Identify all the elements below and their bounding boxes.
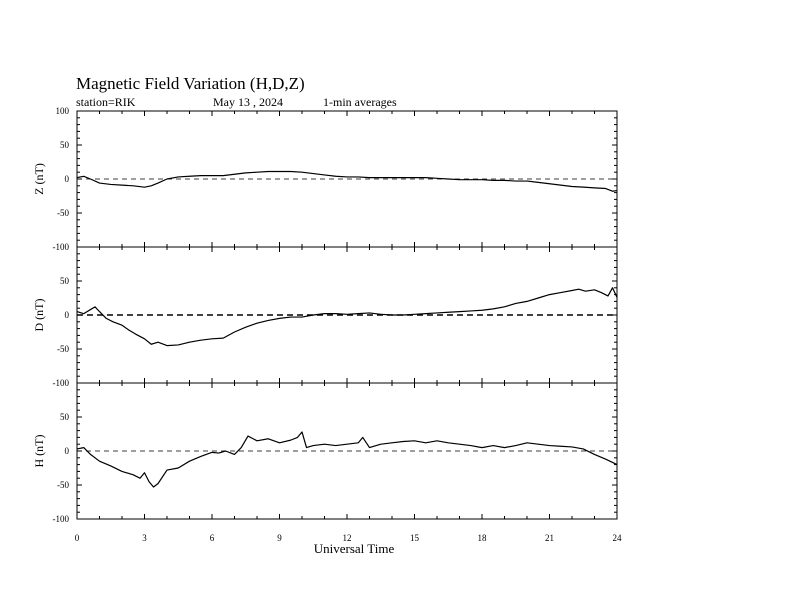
panel-h xyxy=(32,383,617,524)
series-line-z xyxy=(77,172,617,192)
x-tick-label: 6 xyxy=(209,533,215,543)
x-axis-title: Universal Time xyxy=(313,541,395,556)
y-tick-label: 50 xyxy=(60,276,69,286)
chart-panels xyxy=(32,106,617,524)
y-tick-label: -50 xyxy=(57,344,69,354)
y-tick-label: 0 xyxy=(64,174,69,184)
y-tick-label: 100 xyxy=(55,106,69,116)
y-axis-title: Z (nT) xyxy=(32,163,46,195)
x-tick-label: 3 xyxy=(142,533,147,543)
y-tick-label: 0 xyxy=(64,446,69,456)
x-tick-label: 15 xyxy=(410,533,419,543)
panel-z xyxy=(32,106,617,252)
y-tick-label: 50 xyxy=(60,140,69,150)
y-tick-label: -50 xyxy=(57,480,69,490)
x-axis xyxy=(75,111,622,543)
x-tick-label: 21 xyxy=(545,533,554,543)
x-tick-label: 24 xyxy=(612,533,622,543)
y-axis-title: H (nT) xyxy=(32,434,46,468)
x-tick-label: 12 xyxy=(342,533,352,543)
y-tick-label: 0 xyxy=(64,310,69,320)
y-tick-label: 50 xyxy=(60,412,69,422)
chart-title: Magnetic Field Variation (H,D,Z) xyxy=(76,74,305,93)
date-label: May 13 , 2024 xyxy=(213,95,283,109)
y-tick-label: -100 xyxy=(52,514,69,524)
station-label: station=RIK xyxy=(76,95,136,109)
y-tick-label: -50 xyxy=(57,208,69,218)
y-axis-title: D (nT) xyxy=(32,298,46,332)
averaging-label: 1-min averages xyxy=(323,95,397,109)
series-line-h xyxy=(77,432,617,487)
panel-d xyxy=(32,247,617,388)
series-line-d xyxy=(77,288,617,346)
x-tick-label: 0 xyxy=(74,533,80,543)
y-tick-label: -100 xyxy=(52,242,69,252)
x-tick-label: 9 xyxy=(277,533,282,543)
y-tick-label: -100 xyxy=(52,378,69,388)
x-tick-label: 18 xyxy=(477,533,487,543)
